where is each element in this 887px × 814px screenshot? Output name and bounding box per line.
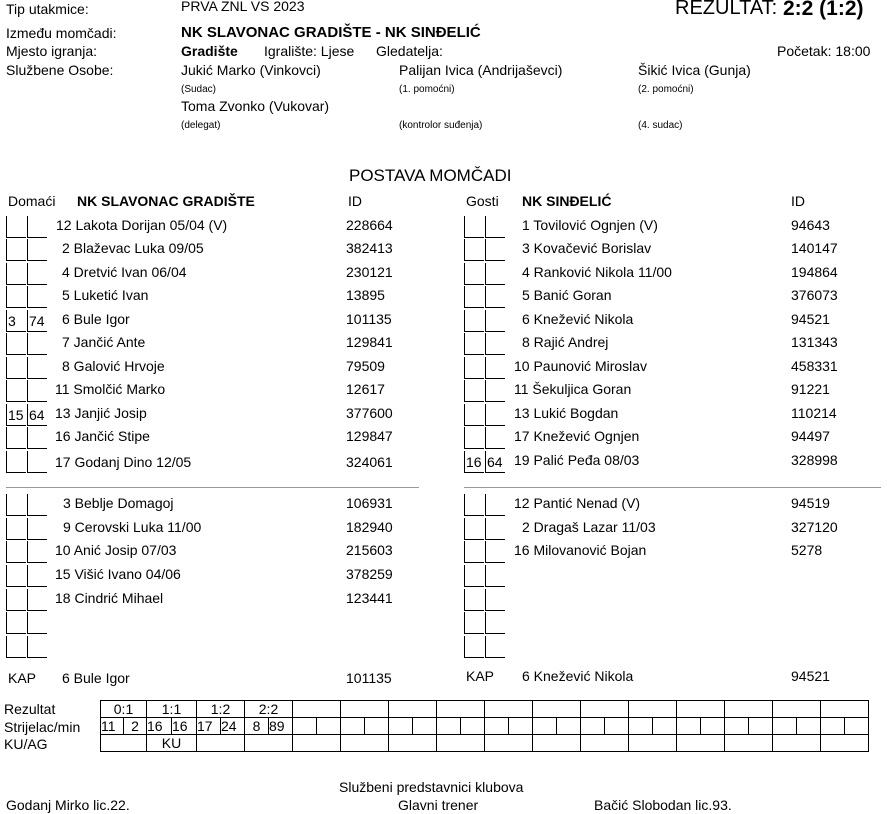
rep-right: Bačić Slobodan lic.93.	[594, 797, 732, 813]
score-cell	[485, 701, 533, 718]
event-box	[6, 541, 26, 563]
scorer-number	[677, 718, 701, 735]
player-id: 378259	[346, 566, 393, 582]
official-name: Šikić Ivica (Gunja)	[638, 62, 751, 78]
player-id: 94643	[791, 217, 830, 233]
scorer-minute	[605, 718, 629, 735]
away-captain-name: 6 Knežević Nikola	[522, 668, 634, 684]
event-box	[464, 263, 484, 285]
kuag-cell	[101, 735, 147, 752]
scorer-number	[629, 718, 653, 735]
minute-box	[27, 427, 47, 449]
player-name: 5 Luketić Ivan	[62, 287, 149, 303]
away-divider	[464, 487, 881, 488]
player-id: 91221	[791, 381, 830, 397]
player-name: 16 Jančić Stipe	[55, 428, 150, 444]
player-name: 3 Beblje Domagoj	[63, 495, 174, 511]
score-cell: 0:1	[101, 701, 147, 718]
player-name: 7 Jančić Ante	[62, 334, 146, 350]
player-name: 17 Godanj Dino 12/05	[55, 454, 192, 470]
teams-label: Između momčadi:	[6, 25, 117, 41]
scorer-minute	[845, 718, 869, 735]
minute-box	[485, 518, 505, 540]
home-label: Domaći	[8, 193, 56, 209]
club-reps-title: Službeni predstavnici klubova	[339, 779, 524, 795]
player-name: 17 Knežević Ognjen	[514, 428, 640, 444]
player-name: 16 Milovanović Bojan	[514, 542, 647, 558]
event-box	[464, 589, 484, 611]
event-box: 3	[6, 310, 26, 332]
kuag-cell	[725, 735, 773, 752]
player-id: 215603	[346, 542, 393, 558]
home-divider	[6, 487, 419, 488]
score-cell: 1:2	[197, 701, 245, 718]
minute-box	[485, 333, 505, 355]
event-box	[6, 494, 26, 516]
scorer-minute	[701, 718, 725, 735]
minute-box	[485, 357, 505, 379]
away-captain-label: KAP	[466, 668, 495, 684]
event-box	[464, 612, 484, 634]
minute-box	[485, 380, 505, 402]
kuag-cell	[389, 735, 437, 752]
minute-box	[27, 565, 47, 587]
scorer-minute	[797, 718, 821, 735]
event-box	[464, 404, 484, 426]
result-value: 2:2 (1:2)	[783, 0, 864, 20]
event-box	[464, 565, 484, 587]
event-box	[6, 589, 26, 611]
player-id: 129847	[346, 428, 393, 444]
minute-box	[27, 612, 47, 634]
player-id: 123441	[346, 590, 393, 606]
event-box: 16	[464, 451, 484, 473]
event-box	[464, 541, 484, 563]
score-row	[101, 701, 869, 718]
minute-box	[485, 216, 505, 238]
minute-box	[27, 333, 47, 355]
event-box	[6, 427, 26, 449]
score-cell	[533, 701, 581, 718]
scorer-number: 11	[101, 718, 124, 735]
home-captain-label: KAP	[8, 670, 37, 686]
scorer-minute	[557, 718, 581, 735]
venue-label: Mjesto igranja:	[6, 43, 98, 59]
player-name: 1 Tovilović Ognjen (V)	[522, 217, 658, 233]
minute-box	[485, 263, 505, 285]
scorer-minute	[749, 718, 773, 735]
scorer-number	[437, 718, 461, 735]
kuag-cell	[197, 735, 245, 752]
event-box	[464, 494, 484, 516]
scorer-number	[293, 718, 317, 735]
official-role: (1. pomoćni)	[399, 84, 455, 95]
match-type-value: PRVA ZNL VS 2023	[181, 0, 305, 14]
minute-box	[485, 286, 505, 308]
scorer-number: 16	[147, 718, 172, 735]
minute-box	[27, 380, 47, 402]
score-cell	[437, 701, 485, 718]
away-captain-id: 94521	[791, 668, 830, 684]
player-id: 79509	[346, 358, 385, 374]
player-id: 328998	[791, 452, 838, 468]
score-cell: 1:1	[147, 701, 197, 718]
player-name: 5 Banić Goran	[522, 287, 612, 303]
kuag-cell: KU	[147, 735, 197, 752]
event-box: 15	[6, 404, 26, 426]
event-box	[6, 518, 26, 540]
venue-value: Gradište	[181, 43, 238, 59]
minute-box	[27, 494, 47, 516]
score-cell	[389, 701, 437, 718]
event-box	[6, 451, 26, 473]
player-name: 13 Lukić Bogdan	[514, 405, 619, 421]
minute-box	[27, 589, 47, 611]
player-id: 458331	[791, 358, 838, 374]
kuag-cell	[341, 735, 389, 752]
event-box	[464, 310, 484, 332]
scorer-minute	[365, 718, 389, 735]
score-cell	[773, 701, 821, 718]
minute-box	[485, 636, 505, 658]
event-box	[6, 263, 26, 285]
spectators-label: Gledatelja:	[376, 43, 443, 59]
score-cell	[341, 701, 389, 718]
player-id: 131343	[791, 334, 838, 350]
player-name: 8 Galović Hrvoje	[62, 358, 165, 374]
score-cell	[821, 701, 869, 718]
player-id: 377600	[346, 405, 393, 421]
player-name: 3 Kovačević Borislav	[522, 240, 652, 256]
lineup-title: POSTAVA MOMČADI	[349, 166, 512, 185]
event-box	[6, 286, 26, 308]
minute-box	[27, 357, 47, 379]
event-box	[6, 357, 26, 379]
player-name: 10 Paunović Miroslav	[514, 358, 648, 374]
kuag-cell	[773, 735, 821, 752]
minute-box	[485, 589, 505, 611]
minute-box	[485, 612, 505, 634]
scorer-minute	[413, 718, 437, 735]
away-team-name: NK SINĐELIĆ	[522, 193, 612, 209]
player-id: 110214	[791, 405, 837, 421]
event-box	[464, 239, 484, 261]
player-name: 12 Pantić Nenad (V)	[514, 495, 641, 511]
kuag-cell	[293, 735, 341, 752]
match-title: NK SLAVONAC GRADIŠTE - NK SINĐELIĆ	[181, 24, 481, 41]
minute-box	[27, 239, 47, 261]
kuag-cell	[437, 735, 485, 752]
player-id: 228664	[346, 217, 393, 233]
score-cell	[629, 701, 677, 718]
score-cell: 2:2	[245, 701, 293, 718]
player-id: 182940	[346, 519, 393, 535]
scorer-number	[485, 718, 509, 735]
player-id: 376073	[791, 287, 838, 303]
minute-box: 64	[27, 404, 47, 426]
results-grid	[100, 700, 869, 752]
event-box	[6, 380, 26, 402]
scorer-minute: 89	[269, 718, 293, 735]
event-box	[464, 427, 484, 449]
player-name: 18 Cindrić Mihael	[55, 590, 164, 606]
event-box	[6, 333, 26, 355]
kuag-cell	[533, 735, 581, 752]
officials-label: Službene Osobe:	[6, 62, 114, 78]
home-id-header: ID	[348, 193, 362, 209]
official-role: (kontrolor suđenja)	[399, 120, 483, 131]
player-name: 2 Dragaš Lazar 11/03	[522, 519, 656, 535]
official-role: (Sudac)	[181, 84, 217, 95]
minute-box: 74	[27, 310, 47, 332]
minute-box	[485, 494, 505, 516]
event-box	[464, 518, 484, 540]
player-name: 9 Cerovski Luka 11/00	[63, 519, 202, 535]
kuag-row-label: KU/AG	[4, 736, 48, 752]
event-box	[464, 216, 484, 238]
player-id: 230121	[346, 264, 393, 280]
event-box	[464, 333, 484, 355]
kuag-cell	[485, 735, 533, 752]
player-name: 4 Ranković Nikola 11/00	[522, 264, 672, 280]
player-name: 4 Dretvić Ivan 06/04	[62, 264, 187, 280]
minute-box	[485, 404, 505, 426]
minute-box	[485, 565, 505, 587]
minute-box	[485, 239, 505, 261]
player-name: 6 Bule Igor	[62, 311, 130, 327]
scorer-minute: 16	[172, 718, 197, 735]
home-team-name: NK SLAVONAC GRADIŠTE	[77, 193, 255, 209]
scorer-minute	[653, 718, 677, 735]
result-row-label: Rezultat	[4, 701, 56, 717]
scorer-number	[773, 718, 797, 735]
kuag-cell	[581, 735, 629, 752]
player-id: 101135	[346, 311, 392, 327]
player-id: 106931	[346, 495, 393, 511]
player-name: 11 Smolčić Marko	[55, 381, 166, 397]
scorer-number	[821, 718, 845, 735]
player-name: 2 Blaževac Luka 09/05	[62, 240, 204, 256]
result-label: REZULTAT:	[675, 0, 778, 19]
scorer-minute: 2	[124, 718, 147, 735]
player-id: 194864	[791, 264, 838, 280]
kuag-cell	[821, 735, 869, 752]
away-label: Gosti	[466, 193, 499, 209]
event-box	[464, 380, 484, 402]
minute-box	[27, 451, 47, 473]
scorer-minute	[461, 718, 485, 735]
minute-box	[27, 286, 47, 308]
kuag-cell	[629, 735, 677, 752]
player-name: 12 Lakota Dorijan 05/04 (V)	[56, 217, 228, 233]
minute-box	[485, 541, 505, 563]
home-captain-id: 101135	[346, 670, 392, 686]
scorer-number	[533, 718, 557, 735]
minute-box: 64	[485, 451, 505, 473]
scorer-number: 17	[197, 718, 221, 735]
event-box	[464, 286, 484, 308]
scorer-number	[581, 718, 605, 735]
minute-box	[485, 427, 505, 449]
home-captain-name: 6 Bule Igor	[62, 670, 130, 686]
player-id: 12617	[346, 381, 385, 397]
player-id: 94519	[791, 495, 830, 511]
score-cell	[581, 701, 629, 718]
scorer-number	[725, 718, 749, 735]
scorer-number	[389, 718, 413, 735]
event-box	[464, 636, 484, 658]
player-name: 13 Janjić Josip	[55, 405, 147, 421]
scorer-minute: 24	[221, 718, 245, 735]
official-name: Toma Zvonko (Vukovar)	[181, 98, 330, 114]
player-id: 94521	[791, 311, 830, 327]
rep-center: Glavni trener	[398, 797, 479, 813]
player-name: 11 Šekuljica Goran	[514, 381, 632, 397]
score-cell	[293, 701, 341, 718]
minute-box	[27, 216, 47, 238]
minute-box	[27, 263, 47, 285]
minute-box	[27, 541, 47, 563]
event-box	[6, 565, 26, 587]
rep-left: Godanj Mirko lic.22.	[6, 797, 130, 813]
player-id: 382413	[346, 240, 393, 256]
scorer-number: 8	[245, 718, 269, 735]
scorer-number	[341, 718, 365, 735]
kickoff-time: Početak: 18:00	[777, 43, 871, 59]
player-name: 10 Anić Josip 07/03	[55, 542, 177, 558]
player-id: 327120	[791, 519, 838, 535]
player-id: 324061	[346, 454, 393, 470]
official-role: (2. pomoćni)	[638, 84, 694, 95]
player-name: 19 Palić Peđa 08/03	[514, 452, 640, 468]
player-id: 129841	[346, 334, 393, 350]
player-id: 5278	[791, 542, 823, 558]
kuag-cell	[245, 735, 293, 752]
player-id: 140147	[791, 240, 838, 256]
player-name: 6 Knežević Nikola	[522, 311, 634, 327]
event-box	[6, 636, 26, 658]
score-cell	[677, 701, 725, 718]
official-name: Jukić Marko (Vinkovci)	[181, 62, 321, 78]
player-id: 94497	[791, 428, 830, 444]
minute-box	[27, 636, 47, 658]
official-name: Palijan Ivica (Andrijaševci)	[399, 62, 563, 78]
player-name: 8 Rajić Andrej	[522, 334, 609, 350]
match-type-label: Tip utakmice:	[6, 1, 89, 17]
pitch-value: Igralište: Ljese	[264, 43, 355, 59]
scorer-row-label: Strijelac/min	[4, 719, 81, 735]
kuag-cell	[677, 735, 725, 752]
kuag-row	[101, 735, 869, 752]
scorer-row	[101, 718, 869, 735]
score-cell	[725, 701, 773, 718]
away-id-header: ID	[791, 193, 805, 209]
official-role: (delegat)	[181, 120, 221, 131]
event-box	[6, 612, 26, 634]
player-name: 15 Višić Ivano 04/06	[55, 566, 181, 582]
minute-box	[485, 310, 505, 332]
official-role: (4. sudac)	[638, 120, 683, 131]
scorer-minute	[509, 718, 533, 735]
minute-box	[27, 518, 47, 540]
event-box	[464, 357, 484, 379]
event-box	[6, 239, 26, 261]
scorer-minute	[317, 718, 341, 735]
player-id: 13895	[346, 287, 385, 303]
event-box	[6, 216, 26, 238]
